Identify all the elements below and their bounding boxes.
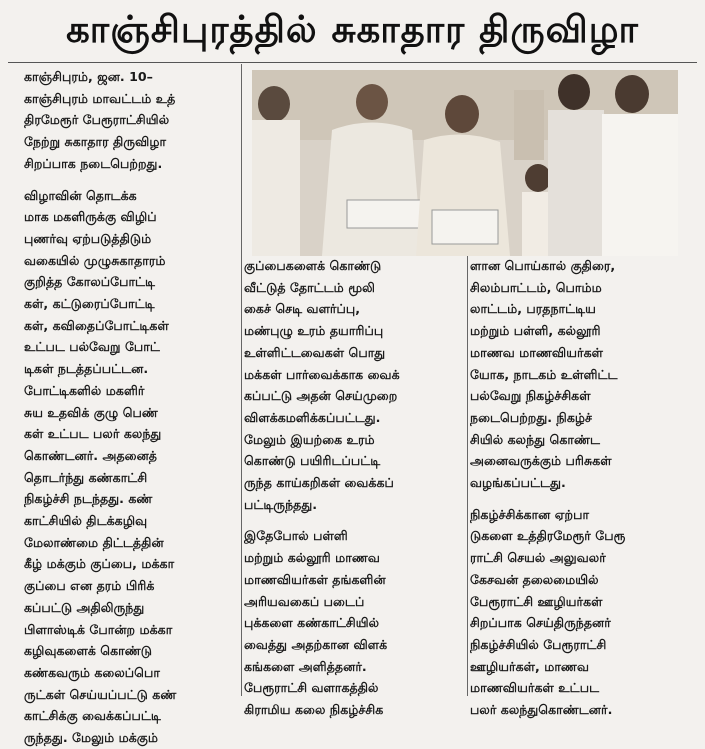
- article-line: கேசவன் தலைமையில்: [470, 571, 599, 587]
- article-line: கண்கவரும் கலைப்பொ: [24, 664, 160, 680]
- article-line: பிளாஸ்டிக் போன்ற மக்கா: [24, 621, 173, 637]
- article-line: கைச் செடி வளர்ப்பு,: [244, 301, 361, 317]
- article-line: நிகழ்ச்சிக்கான ஏற்பா: [470, 506, 590, 522]
- article-line: திரமேரூர் பேரூராட்சியில்: [24, 112, 170, 128]
- article-line: கள், கவிதைப்போட்டிகள்: [24, 317, 169, 333]
- article-line: மாணவியர்கள் உட்பட: [470, 680, 600, 696]
- article-line: நிகழ்ச்சியில் பேரூராட்சி: [470, 636, 607, 652]
- article-line: சிறப்பாக நடைபெற்றது.: [24, 155, 163, 171]
- article-line: நிகழ்ச்சி நடந்தது. கண்: [24, 491, 153, 507]
- article-line: மற்றும் பள்ளி, கல்லூரி: [470, 323, 601, 339]
- article-line: பலர் கலந்துகொண்டனர்.: [470, 702, 613, 718]
- article-line: சிலம்பாட்டம், பொம்ம: [470, 279, 602, 295]
- article-line: குப்பைகளைக் கொண்டு: [244, 258, 382, 273]
- article-line: ருந்தது. மேலும் மக்கும்: [24, 730, 159, 746]
- news-photo: [252, 70, 678, 256]
- article-line: வழங்கப்பட்டது.: [470, 475, 566, 491]
- article-line: மாக மகளிருக்கு விழிப்: [24, 209, 157, 225]
- article-column-1: [24, 66, 238, 749]
- article-line: [24, 175, 238, 185]
- article-line: [470, 494, 690, 504]
- article-line: கொண்டனர். அதனைத்: [24, 447, 157, 463]
- article-line: பட்டிருந்தது.: [244, 496, 318, 512]
- column-rule-1: [241, 64, 242, 696]
- article-line: யோக, நாடகம் உள்ளிட்ட: [470, 366, 618, 382]
- article-line: ஊழியர்கள், மாணவ: [470, 658, 590, 674]
- article-line: சுய உதவிக் குழு பெண்: [24, 404, 158, 420]
- article-line: லாட்டம், பரதநாட்டிய: [470, 301, 596, 317]
- article-line: சிறப்பாக செய்திருந்தனர்: [470, 615, 611, 631]
- article-line: கங்களை அளித்தனர்.: [244, 658, 367, 674]
- article-line: வீட்டுத் தோட்டம் மூலி: [244, 279, 375, 295]
- article-line: குப்பை என தரம் பிரிக்: [24, 578, 155, 594]
- article-line: புக்களை கண்காட்சியில்: [244, 615, 380, 631]
- article-line: கொண்டு பயிரிடப்பட்டி: [244, 453, 381, 469]
- article-line: பல்வேறு நிகழ்ச்சிகள்: [470, 388, 591, 404]
- article-line: ராட்சி செயல் அலுவலர்: [470, 550, 606, 566]
- article-line: மற்றும் கல்லூரி மாணவ: [244, 550, 380, 566]
- article-line: காஞ்சிபுரம் மாவட்டம் உத்: [24, 90, 176, 106]
- article-line: கள் உட்பட பலர் கலந்து: [24, 426, 162, 442]
- article-line: கீழ் மக்கும் குப்பை, மக்கா: [24, 556, 175, 572]
- article-line: கப்பட்டு அதன் செய்முறை: [244, 388, 398, 404]
- article-line: மேலாண்மை திட்டத்தின்: [24, 534, 164, 550]
- column-rule-2: [467, 256, 468, 696]
- article-line: போட்டிகளில் மகளிர்: [24, 382, 145, 398]
- article-line: புணர்வு ஏற்படுத்திடும்: [24, 230, 152, 246]
- article-line: மண்புழு உரம் தயாரிப்பு: [244, 323, 384, 339]
- article-line: வகையில் முழுசுகாதாரம்: [24, 252, 166, 268]
- article-line: டுகளை உத்திரமேரூர் பேரூ: [470, 528, 626, 544]
- article-line: கழிவுகளைக் கொண்டு: [24, 643, 152, 659]
- article-line: காஞ்சிபுரம், ஜன. 10–: [24, 69, 153, 84]
- article-line: அனைவருக்கும் பரிசுகள்: [470, 453, 612, 469]
- article-line: வைத்து அதற்கான விளக்: [244, 636, 388, 652]
- article-line: கிராமிய கலை நிகழ்ச்சிக: [244, 702, 384, 718]
- headline: காஞ்சிபுரத்தில் சுகாதார திருவிழா: [66, 8, 639, 51]
- article-line: ருந்த காய்கறிகள் வைக்கப்: [244, 475, 394, 491]
- article-line: மாணவியர்கள் தங்களின்: [244, 571, 386, 587]
- article-line: மாணவ மாணவியர்கள்: [470, 344, 604, 360]
- article-line: அரியவகைப் படைப்: [244, 593, 365, 609]
- article-line: குறித்த கோலப்போட்டி: [24, 274, 156, 290]
- top-rule: [8, 62, 697, 63]
- article-line: தொடர்ந்து கண்காட்சி: [24, 469, 148, 485]
- article-line: கப்பட்டு அதிலிருந்து: [24, 599, 145, 615]
- article-line: ளான பொய்கால் குதிரை,: [470, 258, 616, 273]
- article-line: மக்கள் பார்வைக்காக வைக்: [244, 366, 400, 382]
- article-column-3: [470, 255, 690, 721]
- article-line: நேற்று சுகாதார திருவிழா: [24, 134, 167, 150]
- article-column-2: [244, 255, 464, 721]
- article-line: விளக்கமளிக்கப்பட்டது.: [244, 409, 381, 425]
- article-line: இதேபோல் பள்ளி: [244, 528, 348, 544]
- article-line: பேரூராட்சி வளாகத்தில்: [244, 680, 379, 696]
- article-line: [244, 515, 464, 525]
- article-line: காட்சியில் திடக்கழிவு: [24, 513, 148, 529]
- article-line: பேரூராட்சி ஊழியர்கள்: [470, 593, 603, 609]
- article-line: டிகள் நடத்தப்பட்டன.: [24, 361, 149, 377]
- article-line: உள்ளிட்டவைகள் பொது: [244, 344, 386, 360]
- article-line: கள், கட்டுரைப்போட்டி: [24, 296, 155, 312]
- article-line: மேலும் இயற்கை உரம்: [244, 431, 375, 447]
- article-line: காட்சிக்கு வைக்கப்பட்டி: [24, 708, 161, 724]
- article-line: உட்பட பல்வேறு போட்: [24, 339, 160, 355]
- article-line: சியில் கலந்து கொண்ட: [470, 431, 601, 447]
- article-line: விழாவின் தொடக்க: [24, 187, 137, 203]
- article-line: நடைபெற்றது. நிகழ்ச்: [470, 409, 593, 425]
- article-line: ருட்கள் செய்யப்பட்டு கண்: [24, 686, 177, 702]
